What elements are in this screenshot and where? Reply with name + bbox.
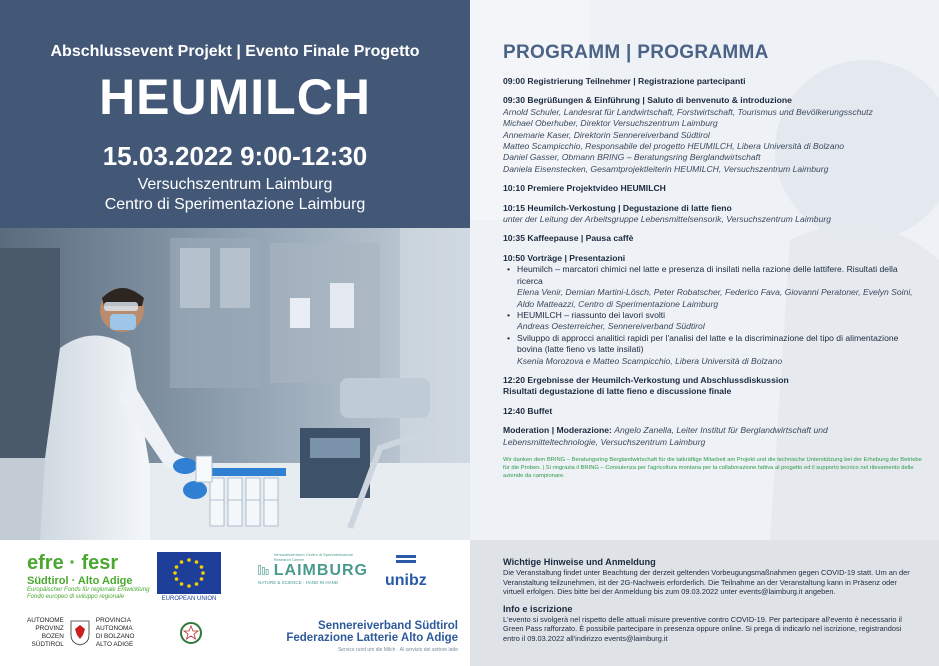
speaker-line: Annemarie Kaser, Direktorin Sennereiverband Südtirol bbox=[503, 129, 710, 140]
laimburg-tagline: NATURE & SCIENCE · HAND IN HAND bbox=[258, 580, 339, 585]
program-item bbox=[503, 76, 923, 87]
eagle-crest-icon bbox=[70, 620, 90, 646]
event-subtitle: Abschlussevent Projekt | Evento Finale Progetto bbox=[50, 43, 420, 60]
province-it-line: PROVINCIA bbox=[95, 617, 131, 624]
speaker-line: Michael Oberhuber, Direktor Versuchszentrum Laimburg bbox=[503, 118, 718, 129]
presentation-authors: Andreas Oesterreicher, Sennereiverband Südtirol bbox=[517, 321, 705, 332]
efre-sub-de: Europäischer Fonds für regionale Entwicklung bbox=[27, 587, 150, 593]
sennerei-de: Sennereiverband Südtirol bbox=[318, 620, 458, 632]
notes-text-de: Die Veranstaltung findet unter Beachtung der derzeit geltenden Vorbeugungsmaßnahmen gegen COVID-19 statt. Um an der Veranstaltung teilzunehmen, ist der 2G-Nachweis erforderlich. Die Teilnahme an der Veranstaltung kann in Präsenz oder virtuell erfolgen. Dies bitte bei der Anmeldung bis zum 09.03.2022 unter events@laimburg.it angeben. bbox=[503, 568, 910, 597]
province-logo bbox=[27, 617, 203, 649]
efre-fesr-logo bbox=[27, 552, 149, 601]
presentation-authors: Elena Venir, Demian Martini-Lösch, Peter Robatscher, Federico Fava, Giovanni Peratoner, Evelyn Soini, Aldo Matteazzi, Centro di Sperimentazione Laimburg bbox=[517, 287, 913, 309]
program-item bbox=[503, 253, 923, 367]
presentation-item bbox=[503, 333, 923, 367]
program-item bbox=[503, 233, 923, 244]
program-item-head: 10:50 Vorträge | Presentazioni bbox=[503, 252, 626, 263]
hero-banner bbox=[0, 0, 470, 228]
program-item-head: 09:00 Registrierung Teilnehmer | Registrazione partecipanti bbox=[503, 76, 746, 86]
province-it-line: AUTONOMA bbox=[95, 625, 133, 632]
efre-title: efre · fesr bbox=[27, 552, 119, 574]
moderation-label: Moderation | Moderazione: bbox=[503, 425, 612, 436]
sennereiverband-logo bbox=[258, 620, 458, 653]
presentation-item bbox=[503, 310, 923, 333]
eu-flag-icon bbox=[157, 552, 221, 594]
laimburg-small-text: Versuchszentrum Centro di Sperimentazione Research Centre bbox=[273, 552, 354, 562]
program-item bbox=[503, 406, 923, 417]
event-date: 15.03.2022 9:00-12:30 bbox=[102, 141, 368, 171]
speaker-line: Matteo Scampicchio, Responsabile del progetto HEUMILCH, Libera Università di Bolzano bbox=[503, 141, 845, 152]
program-item bbox=[503, 95, 923, 175]
program-item-head: 09:30 Begrüßungen & Einführung | Saluto di benvenuto & introduzione bbox=[503, 95, 792, 106]
presentations-list bbox=[503, 264, 923, 367]
program-item bbox=[503, 375, 923, 398]
italian-emblem-icon bbox=[179, 621, 203, 645]
presentation-title: • HEUMILCH – riassunto dei lavori svolti bbox=[517, 309, 666, 320]
province-it-line: DI BOLZANO bbox=[95, 633, 135, 640]
event-location-it: Centro di Sperimentazione Laimburg bbox=[104, 196, 366, 213]
program-item bbox=[503, 183, 923, 194]
moderation bbox=[503, 425, 923, 448]
presentation-item bbox=[503, 264, 923, 310]
province-it-line: ALTO ADIGE bbox=[95, 641, 134, 648]
presentation-authors: Ksenia Morozova e Matteo Scampicchio, Libera Università di Bolzano bbox=[517, 355, 783, 366]
laimburg-mark-icon bbox=[258, 558, 270, 580]
presentation-title: • Sviluppo di approcci analitici rapidi per l'analisi del latte e la discriminazione del tipo di alimentazione bovina (latte fieno vs latte insilati) bbox=[517, 332, 899, 355]
program-item-head: 10:10 Premiere Projektvideo HEUMILCH bbox=[503, 183, 666, 194]
speaker-line: Daniel Gasser, Obmann BRING – Beratungsring Berglandwirtschaft bbox=[503, 152, 761, 163]
program-item-head: 12:20 Ergebnisse der Heumilch-Verkostung und Abschlussdiskussion bbox=[503, 374, 789, 385]
province-de-line: BOZEN bbox=[41, 633, 64, 640]
event-title: HEUMILCH bbox=[99, 69, 371, 125]
notes-heading-it: Info e iscrizione bbox=[503, 603, 573, 614]
efre-sub-it: Fondo europeo di sviluppo regionale bbox=[27, 594, 125, 600]
sponsor-logos bbox=[0, 540, 470, 666]
registration-notes bbox=[470, 540, 939, 666]
program-item bbox=[503, 203, 923, 226]
program-item-head: 10:35 Kaffeepause | Pausa caffè bbox=[503, 233, 634, 244]
sennerei-it: Federazione Latterie Alto Adige bbox=[286, 632, 458, 644]
eu-logo bbox=[157, 552, 221, 602]
presentation-title: • Heumilch – marcatori chimici nel latte e presenza di insilati nella razione delle lattifere. Risultati della ricerca bbox=[517, 264, 898, 286]
program-item-head: 12:40 Buffet bbox=[503, 405, 553, 416]
province-de-line: AUTONOME bbox=[27, 617, 64, 624]
sennerei-tagline: Service rund um die Milch · Al servizio del settore latte bbox=[337, 647, 458, 653]
speaker-line: Daniela Eisenstecken, Gesamtprojektleiterin HEUMILCH, Versuchszentrum Laimburg bbox=[503, 163, 829, 174]
moderation-text: Angelo Zanella, Leiter Institut für Berglandwirtschaft und Lebensmitteltechnologie, Versuchszentrum Laimburg bbox=[503, 425, 828, 447]
efre-region: Südtirol · Alto Adige bbox=[27, 575, 133, 587]
notes-heading-de: Wichtige Hinweise und Anmeldung bbox=[503, 557, 656, 567]
program-section bbox=[503, 42, 923, 480]
program-heading: PROGRAMM | PROGRAMMA bbox=[503, 42, 769, 63]
lab-scene-illustration bbox=[0, 228, 470, 540]
program-item-head-it: Risultati degustazione di latte fieno e discussione finale bbox=[503, 386, 732, 397]
unibz-name: unibz bbox=[385, 572, 427, 589]
lab-photo bbox=[0, 228, 470, 540]
laimburg-name: LAIMBURG bbox=[273, 562, 368, 579]
acknowledgement: Wir danken dem BRING – Beratungsring Berglandwirtschaft für die tatkräftige Mitarbeit am Projekt und die technische Unterstützung bei der Erhebung der Betriebe für die Proben. | Si ringrazia il BRING – Consulenza per l'agricoltura montana per la collaborazione fattiva al progetto ed il supporto tecnico nel rilevamento delle aziende da campionare. bbox=[503, 456, 922, 479]
unibz-logo bbox=[385, 554, 427, 590]
province-de-line: PROVINZ bbox=[35, 625, 64, 632]
eu-caption: EUROPEAN UNION bbox=[161, 596, 217, 602]
notes-text-it: L'evento si svolgerà nel rispetto delle attuali misure preventive contro COVID-19. Per partecipare all'evento è necessario il Green Pass rafforzato. È possibile partecipare in presenza oppure online. Si prega di indicarlo nel iscrizione, registrandosi entro il 09.03.2022 all'indirizzo events@laimburg.it bbox=[503, 615, 902, 643]
event-location-de: Versuchszentrum Laimburg bbox=[137, 176, 333, 193]
program-item-head: 10:15 Heumilch-Verkostung | Degustazione di latte fieno bbox=[503, 202, 732, 213]
speaker-line: unter der Leitung der Arbeitsgruppe Lebensmittelsensorik, Versuchszentrum Laimburg bbox=[503, 214, 832, 225]
province-de-line: SÜDTIROL bbox=[31, 641, 64, 648]
unibz-mark-icon bbox=[396, 555, 416, 567]
laimburg-logo bbox=[258, 552, 368, 585]
speaker-line: Arnold Schuler, Landesrat für Landwirtschaft, Forstwirtschaft, Tourismus und Bevölkerungsschutz bbox=[503, 106, 873, 117]
